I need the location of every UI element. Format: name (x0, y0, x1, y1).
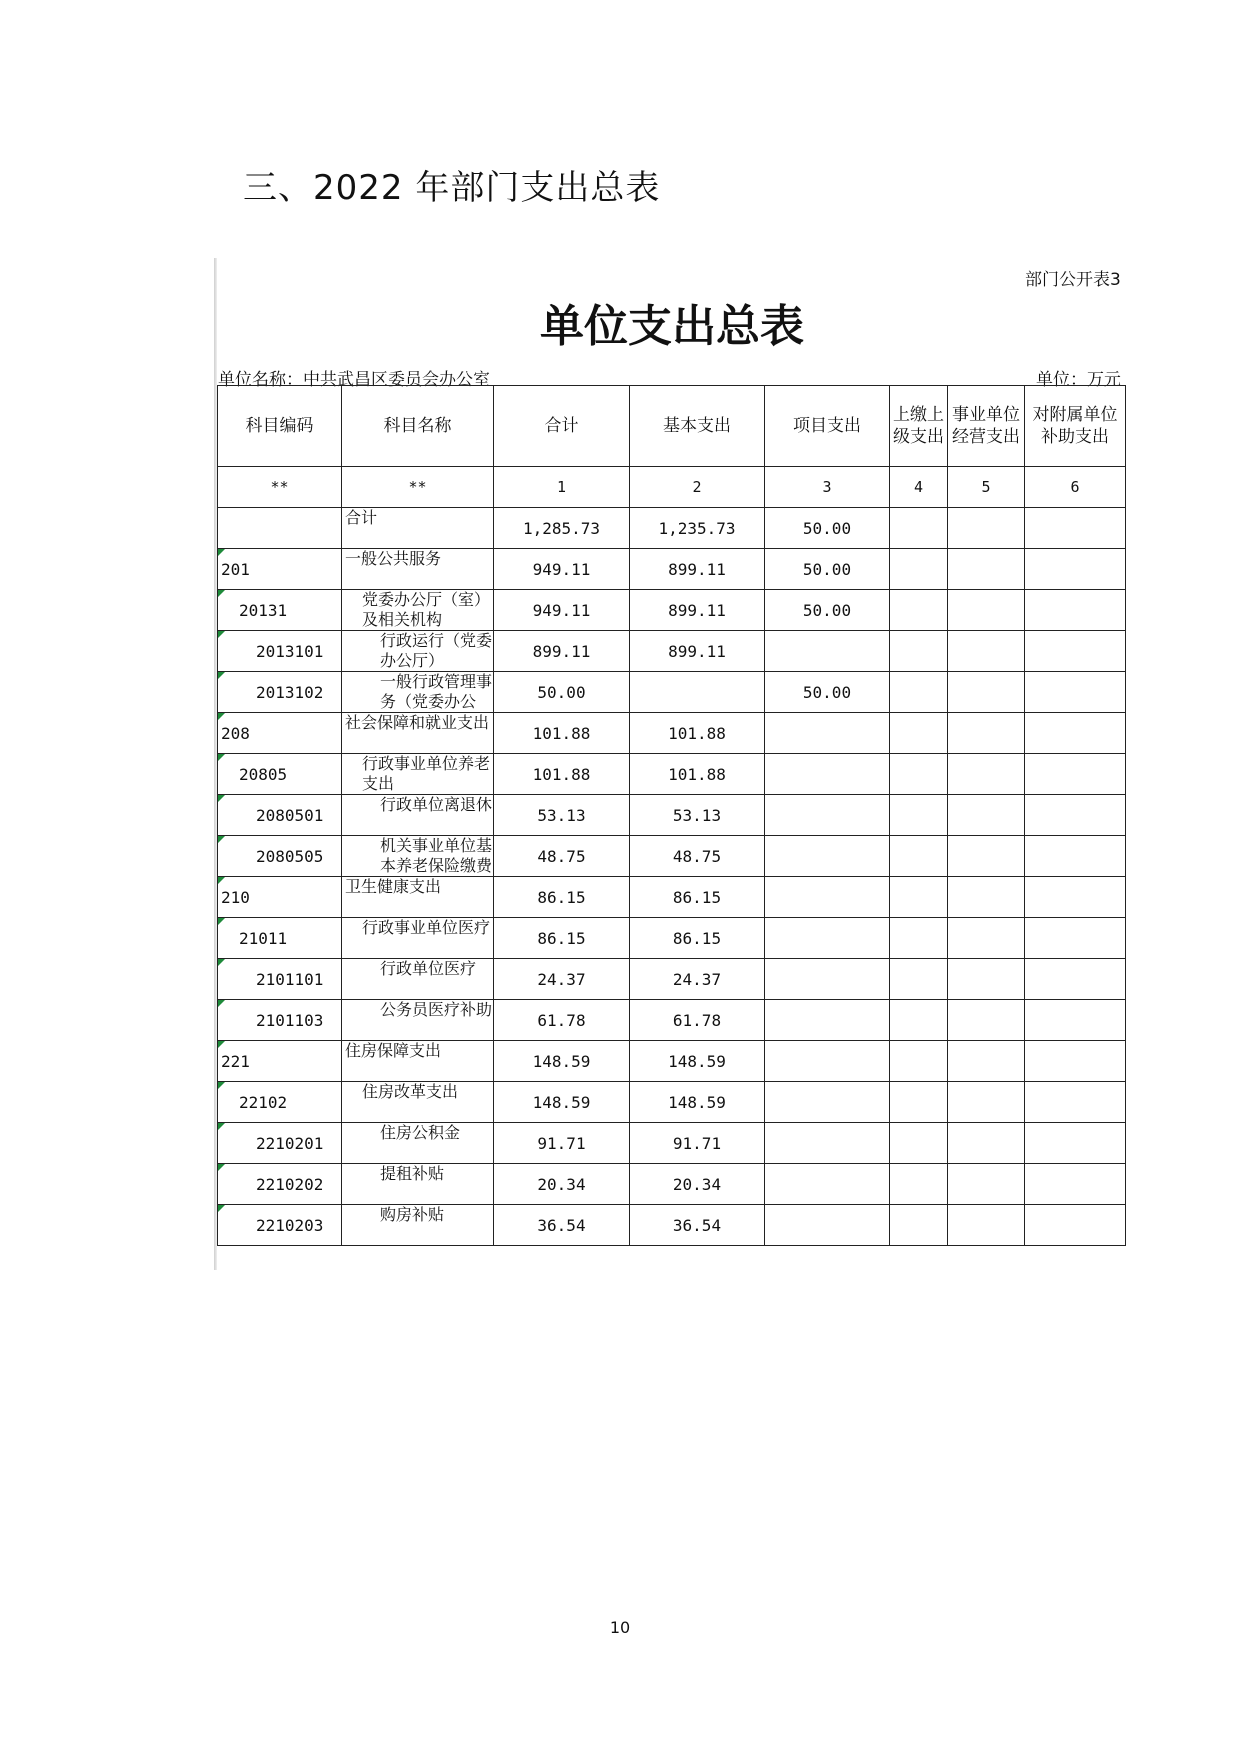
name-text: 公务员医疗补助 (380, 1000, 493, 1019)
code-text: 201 (221, 559, 250, 579)
cell-upper (890, 672, 948, 713)
cell-upper (890, 713, 948, 754)
code-text: 20805 (239, 764, 288, 784)
cell-name (342, 836, 494, 877)
cell-name (342, 1082, 494, 1123)
index-cell: 6 (1025, 467, 1126, 508)
table-row (218, 877, 1126, 918)
code-text: 2013101 (256, 641, 324, 661)
cell-operation (948, 549, 1025, 590)
name-text: 行政事业单位养老支出 (362, 754, 491, 793)
cell-basic: 101.88 (630, 713, 765, 754)
cell-name (342, 549, 494, 590)
cell-marker-icon (218, 713, 225, 720)
cell-upper (890, 1205, 948, 1246)
code-text: 2080501 (256, 805, 324, 825)
unit-name: 单位名称：中共武昌区委员会办公室 (218, 370, 490, 390)
cell-marker-icon (218, 631, 225, 638)
cell-basic (630, 672, 765, 713)
table-row (218, 1000, 1126, 1041)
cell-total: 101.88 (494, 713, 630, 754)
cell-marker-icon (218, 795, 225, 802)
col-header-subsidy: 对附属单位补助支出 (1025, 386, 1126, 467)
cell-upper (890, 836, 948, 877)
name-text: 行政事业单位医疗 (362, 918, 491, 937)
name-text: 一般公共服务 (345, 549, 442, 568)
cell-basic: 53.13 (630, 795, 765, 836)
cell-code (218, 549, 342, 590)
table-row (218, 713, 1126, 754)
cell-upper (890, 754, 948, 795)
cell-subsidy (1025, 713, 1126, 754)
cell-code (218, 508, 342, 549)
page-heading: 三、2022 年部门支出总表 (243, 168, 661, 208)
cell-code (218, 1082, 342, 1123)
cell-marker-icon (218, 959, 225, 966)
name-text: 行政单位离退休 (380, 795, 493, 814)
name-text: 一般行政管理事务（党委办公 (380, 672, 493, 711)
cell-subsidy (1025, 1041, 1126, 1082)
code-text: 2080505 (256, 846, 324, 866)
cell-subsidy (1025, 877, 1126, 918)
cell-code (218, 1164, 342, 1205)
cell-subsidy (1025, 918, 1126, 959)
cell-operation (948, 877, 1025, 918)
cell-project (765, 795, 890, 836)
cell-upper (890, 877, 948, 918)
cell-basic: 91.71 (630, 1123, 765, 1164)
table-row (218, 959, 1126, 1000)
cell-marker-icon (218, 1041, 225, 1048)
cell-operation (948, 1000, 1025, 1041)
cell-operation (948, 959, 1025, 1000)
cell-upper (890, 590, 948, 631)
cell-subsidy (1025, 1205, 1126, 1246)
cell-basic: 86.15 (630, 877, 765, 918)
code-text: 210 (221, 887, 250, 907)
col-header-code: 科目编码 (218, 386, 342, 467)
table-row (218, 631, 1126, 672)
name-text: 合计 (345, 508, 378, 527)
name-text: 提租补贴 (380, 1164, 445, 1183)
cell-code (218, 713, 342, 754)
cell-total: 1,285.73 (494, 508, 630, 549)
cell-subsidy (1025, 836, 1126, 877)
name-text: 卫生健康支出 (345, 877, 442, 896)
cell-basic: 36.54 (630, 1205, 765, 1246)
cell-marker-icon (218, 1082, 225, 1089)
cell-project: 50.00 (765, 508, 890, 549)
cell-upper (890, 549, 948, 590)
code-text: 2101103 (256, 1010, 324, 1030)
index-cell: ** (342, 467, 494, 508)
cell-code (218, 1041, 342, 1082)
cell-name (342, 631, 494, 672)
index-cell: 4 (890, 467, 948, 508)
cell-marker-icon (218, 1205, 225, 1212)
cell-operation (948, 1041, 1025, 1082)
cell-total: 899.11 (494, 631, 630, 672)
cell-basic: 48.75 (630, 836, 765, 877)
unit-label: 单位：万元 (1036, 370, 1121, 390)
cell-operation (948, 508, 1025, 549)
cell-name (342, 590, 494, 631)
cell-project: 50.00 (765, 549, 890, 590)
cell-project (765, 1041, 890, 1082)
name-text: 住房公积金 (380, 1123, 461, 1142)
cell-total: 48.75 (494, 836, 630, 877)
cell-total: 61.78 (494, 1000, 630, 1041)
cell-basic: 899.11 (630, 549, 765, 590)
cell-code (218, 877, 342, 918)
table-row (218, 1041, 1126, 1082)
cell-marker-icon (218, 1123, 225, 1130)
cell-upper (890, 1123, 948, 1164)
cell-project (765, 754, 890, 795)
cell-marker-icon (218, 877, 225, 884)
cell-upper (890, 1041, 948, 1082)
cell-code (218, 1000, 342, 1041)
cell-project (765, 1082, 890, 1123)
cell-upper (890, 1082, 948, 1123)
cell-subsidy (1025, 672, 1126, 713)
cell-code (218, 959, 342, 1000)
table-row (218, 795, 1126, 836)
cell-subsidy (1025, 959, 1126, 1000)
col-header-project: 项目支出 (765, 386, 890, 467)
cell-marker-icon (218, 590, 225, 597)
cell-code (218, 918, 342, 959)
cell-project: 50.00 (765, 590, 890, 631)
cell-total: 949.11 (494, 549, 630, 590)
cell-project (765, 877, 890, 918)
cell-total: 86.15 (494, 877, 630, 918)
cell-operation (948, 672, 1025, 713)
code-text: 2210203 (256, 1215, 324, 1235)
cell-code (218, 795, 342, 836)
cell-project (765, 1164, 890, 1205)
cell-subsidy (1025, 590, 1126, 631)
cell-marker-icon (218, 1164, 225, 1171)
cell-basic: 24.37 (630, 959, 765, 1000)
code-text: 20131 (239, 600, 288, 620)
cell-total: 148.59 (494, 1041, 630, 1082)
cell-marker-icon (218, 672, 225, 679)
name-text: 党委办公厅（室）及相关机构 (362, 590, 491, 629)
cell-name (342, 1164, 494, 1205)
cell-project (765, 836, 890, 877)
col-header-name: 科目名称 (342, 386, 494, 467)
cell-total: 148.59 (494, 1082, 630, 1123)
cell-project (765, 1205, 890, 1246)
cell-name (342, 713, 494, 754)
cell-total: 86.15 (494, 918, 630, 959)
cell-total: 91.71 (494, 1123, 630, 1164)
cell-project (765, 918, 890, 959)
cell-operation (948, 918, 1025, 959)
cell-name (342, 1123, 494, 1164)
cell-name (342, 1205, 494, 1246)
cell-basic: 20.34 (630, 1164, 765, 1205)
table-row (218, 590, 1126, 631)
cell-basic: 101.88 (630, 754, 765, 795)
cell-project (765, 1123, 890, 1164)
cell-name (342, 672, 494, 713)
cell-project: 50.00 (765, 672, 890, 713)
cell-basic: 86.15 (630, 918, 765, 959)
cell-operation (948, 754, 1025, 795)
name-text: 行政单位医疗 (380, 959, 477, 978)
name-text: 住房保障支出 (345, 1041, 442, 1060)
cell-upper (890, 1164, 948, 1205)
col-header-operation: 事业单位经营支出 (948, 386, 1025, 467)
table-row (218, 1082, 1126, 1123)
cell-basic: 148.59 (630, 1082, 765, 1123)
cell-subsidy (1025, 549, 1126, 590)
cell-marker-icon (218, 918, 225, 925)
cell-project (765, 1000, 890, 1041)
cell-operation (948, 713, 1025, 754)
index-cell: 1 (494, 467, 630, 508)
cell-subsidy (1025, 508, 1126, 549)
cell-subsidy (1025, 1123, 1126, 1164)
cell-marker-icon (218, 754, 225, 761)
cell-name (342, 1000, 494, 1041)
cell-upper (890, 631, 948, 672)
cell-basic: 148.59 (630, 1041, 765, 1082)
name-text: 社会保障和就业支出 (345, 713, 490, 732)
code-text: 2013102 (256, 682, 324, 702)
cell-total: 20.34 (494, 1164, 630, 1205)
cell-basic: 1,235.73 (630, 508, 765, 549)
table-number: 部门公开表3 (1025, 270, 1121, 290)
table-row (218, 672, 1126, 713)
table-row (218, 1205, 1126, 1246)
code-text: 21011 (239, 928, 288, 948)
cell-operation (948, 1082, 1025, 1123)
cell-name (342, 959, 494, 1000)
cell-subsidy (1025, 1164, 1126, 1205)
name-text: 住房改革支出 (362, 1082, 459, 1101)
table-row (218, 1164, 1126, 1205)
cell-project (765, 631, 890, 672)
col-header-total: 合计 (494, 386, 630, 467)
cell-total: 24.37 (494, 959, 630, 1000)
expenditure-table (217, 385, 1126, 1246)
cell-code (218, 672, 342, 713)
cell-code (218, 836, 342, 877)
cell-total: 53.13 (494, 795, 630, 836)
cell-name (342, 918, 494, 959)
sheet-title: 单位支出总表 (540, 301, 804, 352)
header-row (218, 386, 1126, 467)
cell-total: 101.88 (494, 754, 630, 795)
cell-upper (890, 959, 948, 1000)
code-text: 2210201 (256, 1133, 324, 1153)
cell-name (342, 877, 494, 918)
index-cell: ** (218, 467, 342, 508)
index-cell: 5 (948, 467, 1025, 508)
cell-code (218, 590, 342, 631)
index-cell: 3 (765, 467, 890, 508)
table-row (218, 836, 1126, 877)
table-row (218, 1123, 1126, 1164)
table-row (218, 754, 1126, 795)
cell-name (342, 754, 494, 795)
cell-operation (948, 1205, 1025, 1246)
cell-upper (890, 918, 948, 959)
cell-operation (948, 590, 1025, 631)
cell-basic: 899.11 (630, 631, 765, 672)
cell-marker-icon (218, 1000, 225, 1007)
cell-basic: 899.11 (630, 590, 765, 631)
cell-operation (948, 836, 1025, 877)
cell-subsidy (1025, 795, 1126, 836)
page-number: 10 (609, 1618, 631, 1637)
code-text: 2210202 (256, 1174, 324, 1194)
cell-operation (948, 631, 1025, 672)
cell-operation (948, 795, 1025, 836)
cell-basic: 61.78 (630, 1000, 765, 1041)
cell-operation (948, 1123, 1025, 1164)
code-text: 2101101 (256, 969, 324, 989)
cell-subsidy (1025, 1082, 1126, 1123)
table-row (218, 918, 1126, 959)
cell-upper (890, 1000, 948, 1041)
name-text: 行政运行（党委办公厅） (380, 631, 493, 670)
cell-upper (890, 508, 948, 549)
index-cell: 2 (630, 467, 765, 508)
cell-code (218, 754, 342, 795)
code-text: 221 (221, 1051, 250, 1071)
cell-name (342, 508, 494, 549)
cell-total: 949.11 (494, 590, 630, 631)
cell-project (765, 959, 890, 1000)
cell-upper (890, 795, 948, 836)
cell-subsidy (1025, 631, 1126, 672)
col-header-basic: 基本支出 (630, 386, 765, 467)
cell-name (342, 795, 494, 836)
cell-marker-icon (218, 836, 225, 843)
cell-subsidy (1025, 754, 1126, 795)
cell-code (218, 1205, 342, 1246)
cell-name (342, 1041, 494, 1082)
code-text: 208 (221, 723, 250, 743)
col-header-upper: 上缴上级支出 (890, 386, 948, 467)
cell-project (765, 713, 890, 754)
cell-total: 50.00 (494, 672, 630, 713)
name-text: 购房补贴 (380, 1205, 445, 1224)
cell-operation (948, 1164, 1025, 1205)
index-row (218, 467, 1126, 508)
table-row (218, 508, 1126, 549)
cell-code (218, 1123, 342, 1164)
cell-total: 36.54 (494, 1205, 630, 1246)
cell-subsidy (1025, 1000, 1126, 1041)
name-text: 机关事业单位基本养老保险缴费 (380, 836, 493, 875)
cell-code (218, 631, 342, 672)
cell-marker-icon (218, 549, 225, 556)
table-row (218, 549, 1126, 590)
code-text: 22102 (239, 1092, 288, 1112)
